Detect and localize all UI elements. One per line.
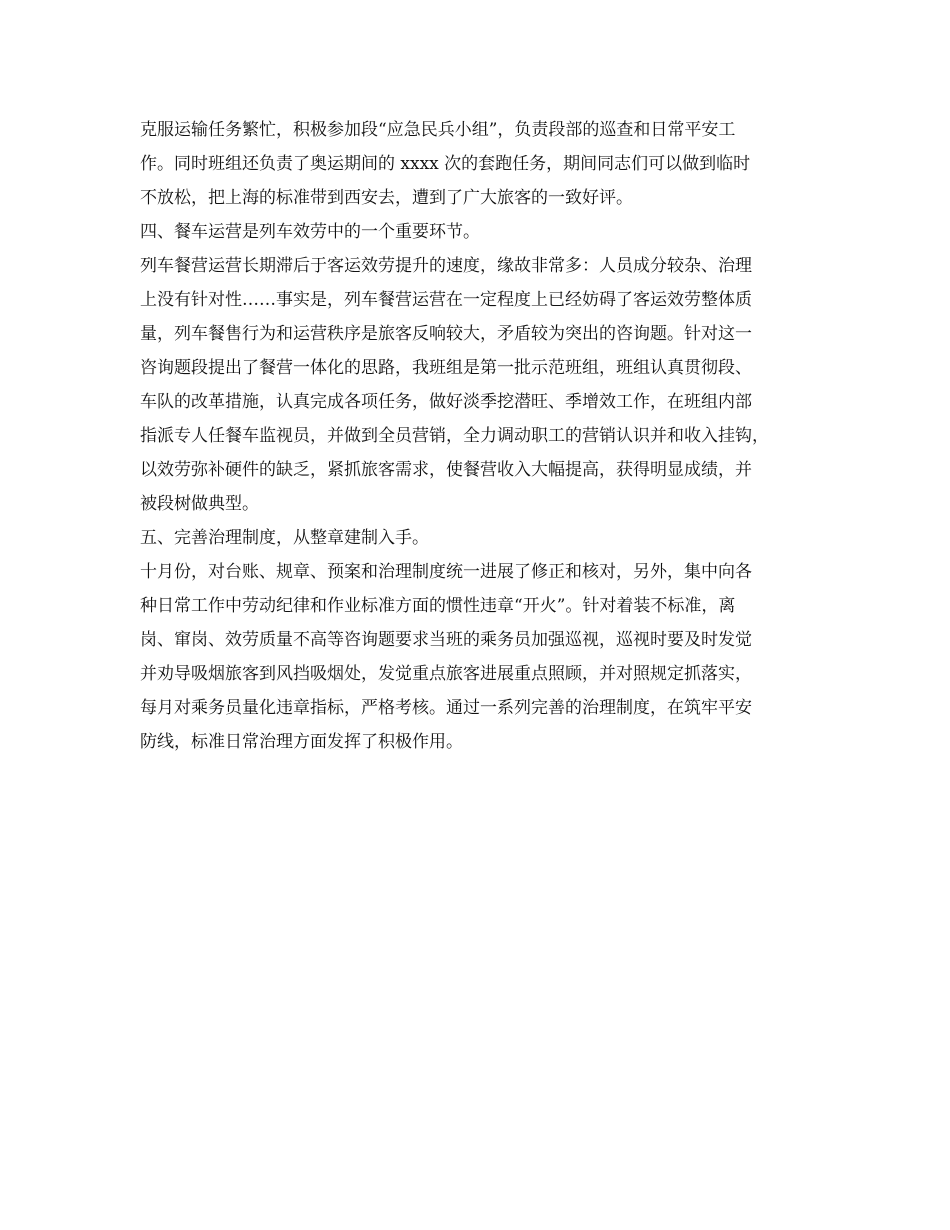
text-line: 车队的改革措施，认真完成各项任务，做好淡季挖潜旺、季增效工作，在班组内部 xyxy=(140,392,752,412)
text-line: 指派专人任餐车监视员，并做到全员营销，全力调动职工的营销认识并和收入挂钩， xyxy=(140,426,769,446)
text-line: 并劝导吸烟旅客到风挡吸烟处，发觉重点旅客进展重点照顾，并对照规定抓落实， xyxy=(140,664,752,684)
text-line: 量，列车餐售行为和运营秩序是旅客反响较大，矛盾较为突出的咨询题。针对这一 xyxy=(140,324,752,344)
document-body xyxy=(140,113,830,759)
text-line: 列车餐营运营长期滞后于客运效劳提升的速度，缘故非常多：人员成分较杂、治理 xyxy=(140,256,752,276)
text-line: 不放松，把上海的标准带到西安去，遭到了广大旅客的一致好评。 xyxy=(140,188,633,208)
text-line: 每月对乘务员量化违章指标，严格考核。通过一系列完善的治理制度，在筑牢平安 xyxy=(140,698,752,718)
section-heading: 四、餐车运营是列车效劳中的一个重要环节。 xyxy=(140,222,480,242)
text-line: 以效劳弥补硬件的缺乏，紧抓旅客需求，使餐营收入大幅提高，获得明显成绩，并 xyxy=(140,460,752,480)
text-line: 咨询题段提出了餐营一体化的思路，我班组是第一批示范班组，班组认真贯彻段、 xyxy=(140,358,752,378)
text-line: 岗、窜岗、效劳质量不高等咨询题要求当班的乘务员加强巡视，巡视时要及时发觉 xyxy=(140,630,752,650)
text-line: 作。同时班组还负责了奥运期间的 xxxx 次的套跑任务，期间同志们可以做到临时 xyxy=(140,154,751,174)
text-line: 种日常工作中劳动纪律和作业标准方面的惯性违章“开火”。针对着装不标准，离 xyxy=(140,596,736,616)
text-line: 被段树做典型。 xyxy=(140,494,259,514)
text-line: 十月份，对台账、规章、预案和治理制度统一进展了修正和核对，另外，集中向各 xyxy=(140,562,752,582)
text-line: 克服运输任务繁忙，积极参加段“应急民兵小组”，负责段部的巡查和日常平安工 xyxy=(140,120,736,140)
text-line: 上没有针对性……事实是，列车餐营运营在一定程度上已经妨碍了客运效劳整体质 xyxy=(140,290,752,310)
section-heading: 五、完善治理制度，从整章建制入手。 xyxy=(140,528,429,548)
text-line: 防线，标准日常治理方面发挥了积极作用。 xyxy=(140,732,463,752)
